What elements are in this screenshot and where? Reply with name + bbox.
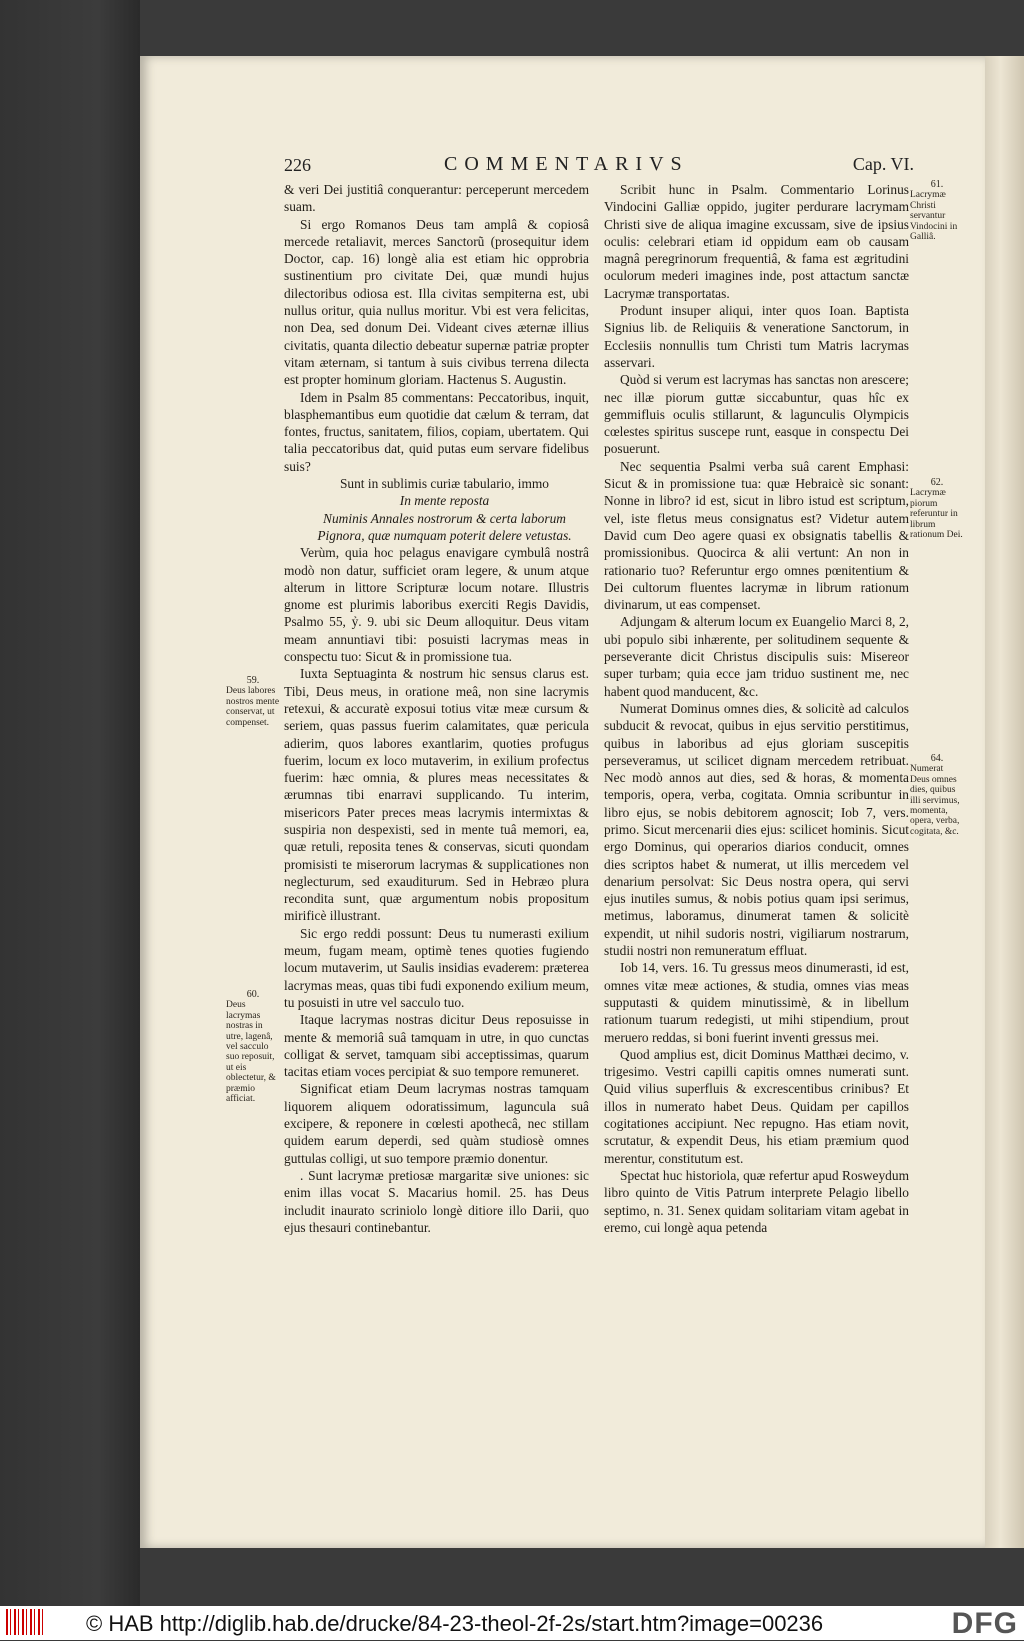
margin-note-number: 60.: [246, 989, 260, 1000]
source-url[interactable]: © HAB http://diglib.hab.de/drucke/84-23-theol-2f-2s/start.htm?image=00236: [86, 1611, 824, 1636]
margin-note-59: [226, 676, 280, 728]
margin-note-62: [910, 478, 964, 540]
paragraph: Sic ergo reddi possunt: Deus tu numerasti exilium meum, fugam meam, optimè tenes quoties fugiendo locum mutaverim, ut Saulis insidias evaderem: præterea lacrymas meas, quas tibi fudi exponendo exilium meum, tu posuisti in utre vel sacculo tuo.: [284, 925, 589, 1010]
paragraph: Verùm, quia hoc pelagus enavigare cymbulâ nostrâ modò non datur, sufficiet oram legere, & unum atque alterum in littore Scripturæ locum notare. Illustris gnome est plurimis laboribus exerciti Regis Davidis, Psalmo 55, ỷ. 9. ubi sic Deum alloquitur. Deus vitam meam annuntiavi tibi: posuisti lacrymas meas in conspectu tuo: Sicut & in promissione tua.: [284, 545, 589, 665]
right-text-column: [604, 181, 909, 1236]
margin-note-60: [226, 990, 280, 1104]
paragraph: Numinis Annales nostrorum & certa laborum: [323, 510, 566, 526]
paragraph: Significat etiam Deum lacrymas nostras tamquam liquorem aliquem odoratissimum, laguncula suâ excipere, & reponere in cœlesti apothecâ, nec stillam quidem earum deperdi, sed quàm studiosè omnes guttulas colligi, ut suo tempore præmio donentur.: [284, 1081, 589, 1166]
margin-note-number: 64.: [930, 753, 944, 764]
margin-note-number: 61.: [930, 179, 944, 190]
left-text-column: [284, 181, 589, 1236]
paragraph: . Sunt lacrymæ pretiosæ margaritæ sive uniones: sic enim illas vocat S. Macarius homil. 25. has Deus includit inaurato scriniolo longè ditiore illo Darii, quo ejus thesauri continebantur.: [284, 1167, 589, 1235]
paragraph: Scribit hunc in Psalm. Commentario Lorinus Vindocini Galliæ oppido, jugiter perdurare lacrymam Christi sive de aliqua imagine excussam, sive de ipsius oculis: celebrari etiam id oppidum eam ob causam magnâ peregrinorum frequentiâ, & fama est ægritudini oculorum mederi imagines inde, post attactum sanctæ Lacrymæ transportatas.: [604, 182, 909, 301]
paragraph: Quòd si verum est lacrymas has sanctas non arescere; nec illæ piorum guttæ siccabuntur, quas hîc ex gemmifluis oculis stillarunt, & lagunculis Olympicis cœlestes spiritus suscepe runt, easque in conspectu Dei posuerunt.: [604, 372, 909, 457]
page-number: 226: [284, 155, 311, 175]
margin-note-text: Numerat Deus omnes dies, quibus illi servimus, momenta, opera, verba, cogitata, &c.: [910, 764, 960, 837]
margin-note-number: 62.: [930, 477, 944, 488]
paragraph: Pignora, quæ numquam poterit delere vetustas.: [317, 527, 572, 543]
paragraph: Numerat Dominus omnes dies, & solicitè ad calculos subducit & revocat, quibus in ejus servitio perstitimus, quibus in laboribus ad ejus gloriam suscepitis perseveramus, ut scilicet dignam mercedem retribuat. Nec modò annos aut dies, sed & horas, & momenta temporis, opera, verba, cogitata. Omnia scribuntur in libro ejus, se nobis debitorem agnoscit; Iob 7, vers. primo. Sicut mercenarii dies ejus: scilicet hominis. Sicut ergo Dominus, qui operarios diarios conducit, omnes dies scriptos habet & numerat, ut illis mercedem vel denarium persolvat: Sic Deus nostra opera, qui servi ejus inutiles sumus, & nobis potius quam ipsi serimus, metimus, laboramus, dinumerat tamen & solicitè expendit, ut nihil sudoris nostri, vigiliarum nostrarum, studii nostri non remuneratum effluat.: [604, 700, 909, 959]
paragraph: Adjungam & alterum locum ex Euangelio Marci 8, 2, ubi populo sibi inhærente, per solitudinem sequente & perseverante dicit Christus discipulis suis: Misereor super turbam; quia ecce jam triduo sustinent me, nec habent quod manducent, &c.: [604, 614, 909, 699]
margin-note-61: [910, 180, 964, 242]
margin-note-64: [910, 754, 964, 837]
paragraph: Si ergo Romanos Deus tam amplâ & copiosâ mercede retaliavit, merces Sanctorũ (prosequitur idem Doctor, cap. 16) longè alia est etiam hic opprobria sustinentium pro civitate Dei, quæ mundi hujus dilectoribus odiosa est. Illa civitas sempiterna est, ubi nullus oritur, quia nullus moritur. Vbi est vera felicitas, non Dea, sed donum Dei. Videant cives æternæ illius civitatis, quanta dilectio debeatur supernæ patriæ propter vitam æternam, si tantum à suis civibus terrena dilecta est propter hominum gloriam. Hactenus S. Augustin.: [284, 216, 589, 388]
chapter-label: Cap. VI.: [852, 154, 914, 174]
paragraph: & veri Dei justitiâ conquerantur: perceperunt mercedem suam.: [284, 182, 589, 215]
margin-note-text: Deus lacrymas nostras in utre, lagenâ, vel sacculo suo reposuit, ut eis oblectetur, & præmio afficiat.: [226, 1000, 276, 1105]
margin-note-text: Lacrymæ Christi servantur Vindocini in Galliâ.: [910, 190, 958, 243]
paragraph: Produnt insuper aliqui, inter quos Ioan. Baptista Signius lib. de Reliquiis & veneratione Sanctorum, in Ecclesiis nonnullis tum Christi tum Matris lacrymas asservari.: [604, 303, 909, 370]
paragraph: Sunt in sublimis curiæ tabulario, immo: [339, 476, 550, 492]
paragraph: Iuxta Septuaginta & nostrum hic sensus clarus est. Tibi, Deus meus, in oratione meâ, non sine lacrymis retexui, & accuratè exposui totius vitæ meæ cursum & seriem, quas passus fuerim calamitates, quæ pericula adierim, quos labores exantlarim, quoties profugus fuerim, locum ex loco mutaverim, in exilium profectus fuerim: hæc omnia, & plures meas necessitates & ærumnas tibi enarravi supplicando. Tu interim, misericors Pater preces meas lacrymis intermixtas & suspiria non despexisti, sed in mente tuâ memori, ea, quæ retuli, reposita tenes & conservas, sicuti quondam promisisti te miserorum lacrymas & supplicationes non neglecturum, sed exauditurum. Sed in Hebræo plura recondita sunt, quæ argumentum nobis propositum mirificè illustrant.: [284, 666, 589, 924]
scanner-background: [0, 0, 140, 1606]
margin-note-text: Deus labores nostros mente conservat, ut compenset.: [226, 686, 280, 728]
hab-barcode-icon: [6, 1609, 46, 1635]
running-head: [284, 153, 914, 177]
page-title: COMMENTARIVS: [444, 153, 689, 175]
paragraph: Iob 14, vers. 16. Tu gressus meos dinumerasti, id est, omnes vitæ meæ actiones, & studia, omnes vias meas supputasti & quidem minutissimè, & in libellum rationum tuarum redegisti, ut mihi stipendium, prout meruero reddas, si boni fuerint inventi gressus mei.: [604, 960, 909, 1045]
paragraph: Quod amplius est, dicit Dominus Matthæi decimo, v. trigesimo. Vestri capilli capitis omnes numerati sunt. Quid vilius superfluis & excrescentibus crinibus? Et illos in numerato habet Deus. Quidam per capillos cogitationes accipiunt. Nec repugno. Has etiam novit, scrutatur, & expendit Deus, his etiam præmium quod merentur, constitutum est.: [604, 1046, 909, 1166]
dfg-logo: DFG: [951, 1607, 1018, 1640]
paragraph: Itaque lacrymas nostras dicitur Deus reposuisse in mente & memoriâ suâ tamquam in utre, in quo cunctas colligat & servet, tamquam sibi acceptissimas, quarum tacitas etiam voces percipiat & suo tempore remuneret.: [284, 1012, 589, 1080]
paragraph: Idem in Psalm 85 commentans: Peccatoribus, inquit, blasphemantibus eum quotidie dat cælum & terram, dat fontes, fructus, sanitatem, filios, copiam, ubertatem. Qui talia peccatoribus dat, quid putas eum servare fidelibus suis?: [284, 389, 589, 474]
paragraph: In mente reposta: [399, 493, 490, 509]
margin-note-number: 59.: [246, 675, 260, 686]
paragraph: Nec sequentia Psalmi verba suâ carent Emphasi: Sicut & in promissione tua: quæ Hebraicè sic sonant: Nonne in libro? id est, sicut in libro istud est scriptum, vel, iste fletus meus consignatus est? Videtur autem David cum Deo agere quasi ex obsignatis tabellis & promissionibus. Quocirca & alii vertunt: An non in rationario tuo? Referuntur ergo omnes pœnitentium & Dei cultorum fluentes lacrymæ in librum rationum divinarum, ut eas compenset.: [604, 458, 909, 613]
paragraph: Spectat huc historiola, quæ refertur apud Rosweydum libro quinto de Vitis Patrum interprete Pelagio libello septimo, n. 31. Senex quidam solitariam vitam agebat in eremo, cui longè aqua petenda: [604, 1167, 909, 1235]
margin-note-text: Lacrymæ piorum referuntur in librum rationum Dei.: [910, 488, 963, 541]
next-page-edge: [985, 56, 1024, 1548]
